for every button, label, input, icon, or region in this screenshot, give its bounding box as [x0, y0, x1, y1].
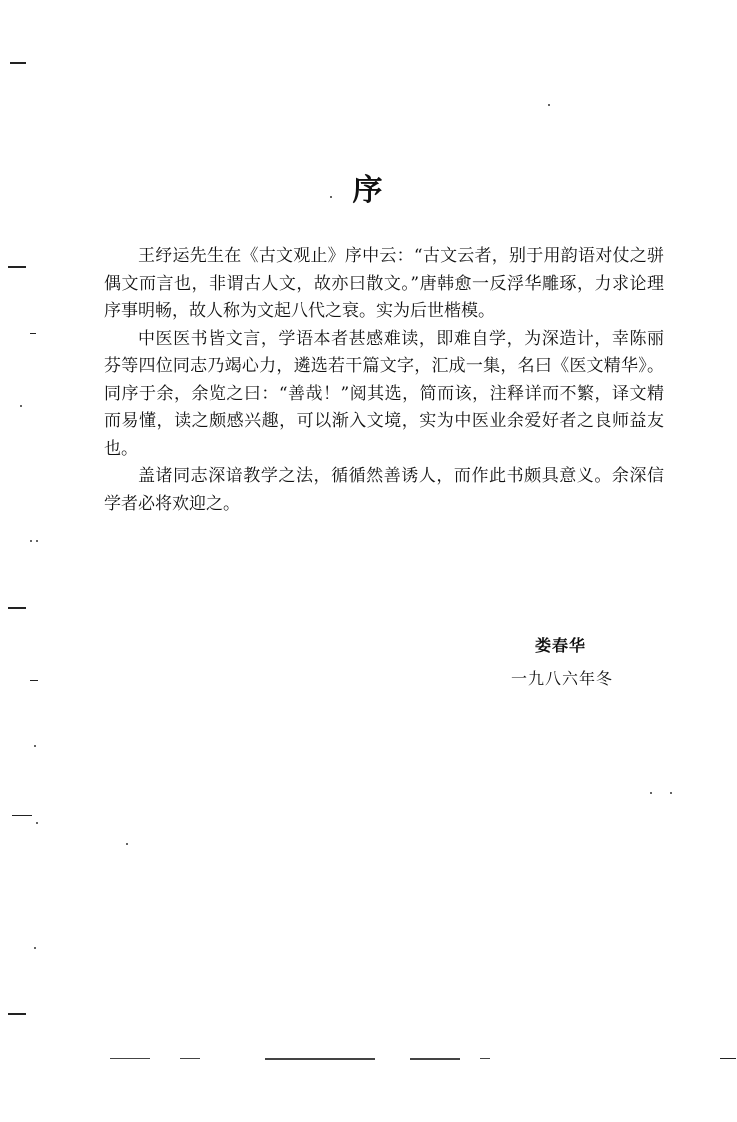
- scan-mark: [30, 680, 38, 681]
- scan-dot: [670, 792, 672, 794]
- author-signature: 娄春华: [535, 636, 587, 655]
- scan-dot: [20, 405, 22, 407]
- scan-bottom-line: [480, 1058, 490, 1059]
- scan-dot: [34, 745, 36, 747]
- page-title: 序: [352, 173, 385, 208]
- paragraph: 中医医书皆文言，学语本者甚感难读，即难自学，为深造计，幸陈丽芬等四位同志乃竭心力，遴选若干篇文字，汇成一集，名曰《医文精华》。同序于余，余览之曰：“善哉！”阅其选，简而该，注释详而不繁，译文精而易懂，读之颇感兴趣，可以渐入文境，实为中医业余爱好者之良师益友也。: [104, 328, 664, 459]
- scan-bottom-line: [110, 1058, 150, 1059]
- scan-dot: [30, 540, 32, 542]
- scan-dot: [36, 822, 38, 824]
- scan-dot: [126, 843, 128, 845]
- scan-mark: [8, 607, 26, 609]
- scan-dot: [650, 792, 652, 794]
- scan-dot: [36, 540, 38, 542]
- preface-body: [104, 243, 664, 518]
- scan-bottom-line: [410, 1058, 460, 1060]
- scan-mark: [12, 815, 32, 816]
- scan-dot: [34, 947, 36, 949]
- scan-bottom-line: [180, 1058, 200, 1059]
- date-line: 一九八六年冬: [511, 669, 614, 688]
- scan-mark: [8, 266, 26, 268]
- paragraph: 盖诸同志深谙教学之法，循循然善诱人，而作此书颇具意义。余深信学者必将欢迎之。: [104, 466, 664, 514]
- paragraph: 王纾运先生在《古文观止》序中云：“古文云者，别于用韵语对仗之骈偶文而言也，非谓古人文，故亦曰散文。”唐韩愈一反浮华雕琢，力求论理序事明畅，故人称为文起八代之衰。实为后世楷模。: [104, 246, 664, 321]
- scan-mark: [10, 62, 26, 64]
- scan-mark: [720, 1058, 736, 1059]
- scan-mark: [30, 333, 36, 334]
- scan-dot: [548, 104, 550, 106]
- scan-bottom-line: [265, 1058, 375, 1060]
- scan-mark: [8, 1013, 26, 1015]
